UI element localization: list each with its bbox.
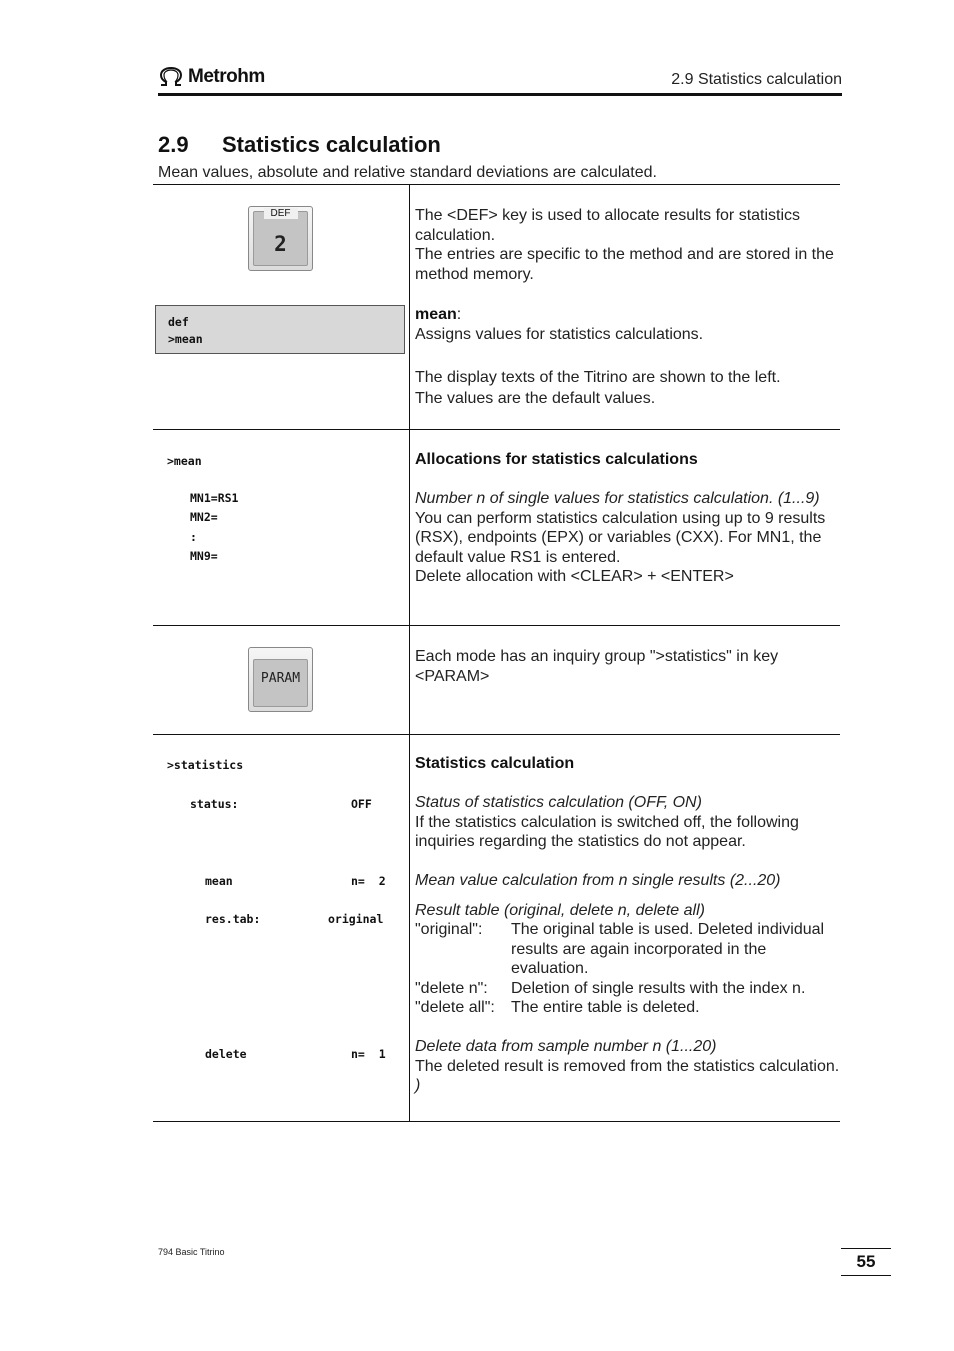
display-line-1: def [168,315,189,329]
delete-text: The deleted result is removed from the statistics calculation. [415,1057,840,1075]
screen-statistics-head: >statistics [167,758,244,772]
page-number: 55 [841,1248,891,1276]
display-line-2: >mean [168,332,203,346]
row4-description [415,754,840,1096]
param-key-icon [248,647,313,712]
metrohm-omega-icon [158,67,184,87]
row-divider [153,429,840,430]
mean-colon: : [456,305,462,323]
screen-restab-value: original [328,912,384,926]
screen-status-label: status: [190,797,239,811]
paragraph: The display texts of the Titrino are shown to the left. [415,368,781,386]
section-header: 2.9 Statistics calculation [671,71,842,88]
mean-heading [415,305,840,325]
paragraph: Assigns values for statistics calculations. [415,326,704,343]
row3-description [415,647,840,686]
paragraph [415,1057,840,1096]
paragraph: The entries are specific to the method and are stored in the method memory. [415,246,834,283]
screen-delete-label: delete [205,1047,247,1061]
section-title: Statistics calculation [222,132,441,157]
page-header [158,66,842,96]
definition-term: "original": [415,921,483,938]
screen-mean-value: n= 2 [351,874,386,888]
definition-desc: Deletion of single results with the index n. [511,979,806,997]
delete-suffix: ) [415,1077,421,1094]
table-top-rule [153,184,840,185]
mean-term: mean [415,305,457,323]
page-title [158,132,441,158]
param-key-label: PARAM [260,671,301,686]
metrohm-logo [158,66,265,88]
footer-product: 794 Basic Titrino [158,1247,225,1257]
screen-ellipsis: : [190,530,197,544]
def-key-main-label: 2 [274,232,287,256]
screen-mn2: MN2= [190,510,218,524]
delete-italic: Delete data from sample number n (1...20) [415,1038,717,1055]
titrino-display [155,305,405,354]
screen-mn9: MN9= [190,549,218,563]
allocations-italic: Number n of single values for statistics calculation. (1...9) [415,490,820,507]
status-italic: Status of statistics calculation (OFF, ON) [415,794,702,811]
mean-italic: Mean value calculation from n single results (2...20) [415,872,781,889]
section-subtitle: Mean values, absolute and relative standard deviations are calculated. [158,164,657,181]
table-bottom-rule [153,1121,840,1122]
restab-definitions [415,920,840,1018]
screen-mn1: MN1=RS1 [190,491,239,505]
section-number: 2.9 [158,132,189,157]
paragraph: The values are the default values. [415,390,656,407]
definition-desc: The original table is used. Deleted individual results are again incorporated in the evaluation. [511,921,825,977]
allocations-heading: Allocations for statistics calculations [415,451,698,468]
row2-description [415,450,840,587]
paragraph: You can perform statistics calculation using up to 9 results (RSX), endpoints (EPX) or variables (CXX). For MN1, the default value RS1 is entered. [415,509,826,566]
table-column-divider [409,184,410,1122]
screen-mean-label: mean [205,874,233,888]
def-key-top-label: DEF [264,208,298,219]
definition-desc: The entire table is deleted. [511,999,700,1016]
statistics-heading: Statistics calculation [415,755,575,772]
screen-mean-head: >mean [167,454,202,468]
paragraph: If the statistics calculation is switched off, the following inquiries regarding the statistics do not appear. [415,813,799,850]
paragraph: Delete allocation with <CLEAR> + <ENTER> [415,568,734,585]
screen-delete-value: n= 1 [351,1047,386,1061]
paragraph: Each mode has an inquiry group ">statistics" in key <PARAM> [415,648,779,685]
paragraph: The <DEF> key is used to allocate results for statistics calculation. [415,207,801,244]
screen-status-value: OFF [351,797,372,811]
def-key-icon [248,206,313,271]
screen-restab-label: res.tab: [205,912,261,926]
row1-description [415,206,840,409]
definition-term: "delete n": [415,979,488,997]
row-divider [153,625,840,626]
definition-term: "delete all": [415,999,495,1016]
brand-name: Metrohm [188,66,265,87]
restab-italic: Result table (original, delete n, delete all) [415,901,705,919]
row-divider [153,734,840,735]
